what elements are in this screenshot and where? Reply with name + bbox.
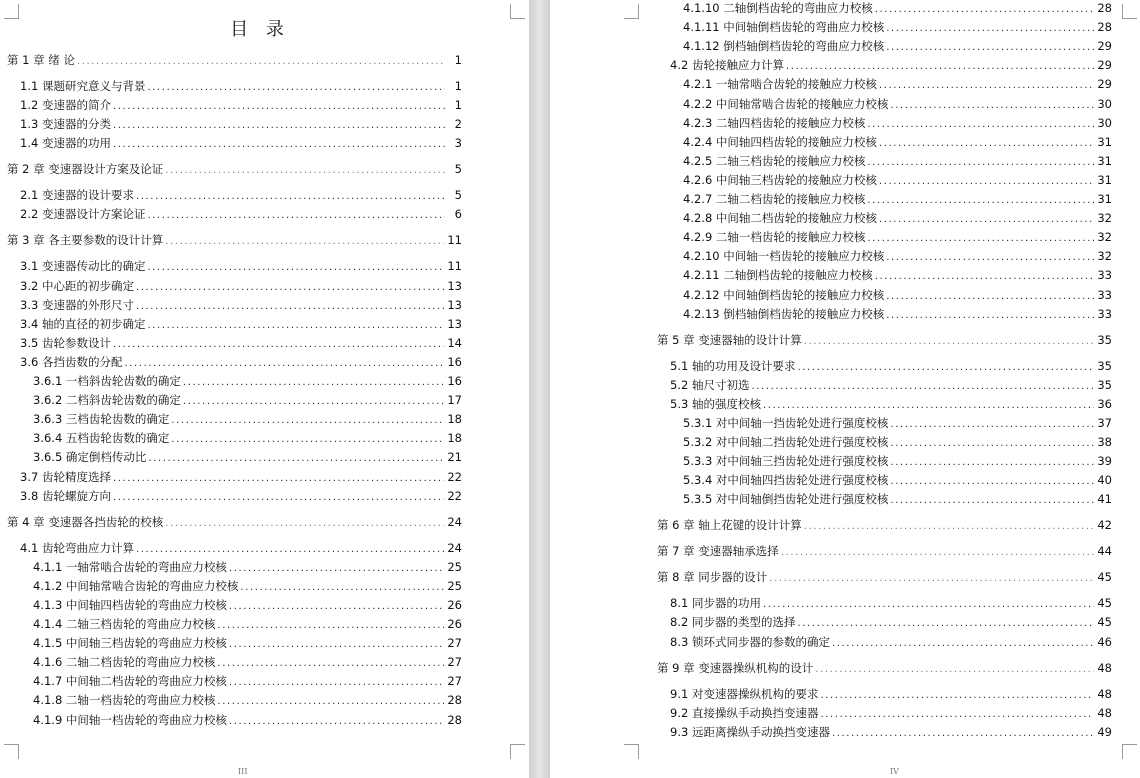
toc-dot-leader <box>229 675 444 691</box>
toc-entry-title: 4.1.4 二轴三档齿轮的弯曲应力校核 <box>33 617 216 631</box>
toc-entry[interactable] <box>33 712 462 730</box>
toc-entry-page: 30 <box>1097 97 1112 111</box>
toc-entry-page: 31 <box>1097 154 1112 168</box>
toc-entry-page: 27 <box>447 674 462 688</box>
toc-entry-title: 9.2 直接操纵手动换挡变速器 <box>670 706 819 720</box>
toc-entry-title: 3.6.3 三档齿轮齿数的确定 <box>33 412 170 426</box>
page-gutter <box>529 0 550 778</box>
toc-entry[interactable] <box>20 135 462 153</box>
toc-entry[interactable] <box>683 115 1112 133</box>
toc-entry-title: 5.3.5 对中间轴倒挡齿轮处进行强度校核 <box>683 492 889 506</box>
toc-entry-page: 14 <box>447 336 462 350</box>
toc-dot-leader <box>148 451 444 467</box>
toc-entry-page: 29 <box>1097 39 1112 53</box>
toc-dot-leader <box>113 118 445 134</box>
toc-dot-leader <box>165 516 444 532</box>
toc-entry-title: 1.1 课题研究意义与背景 <box>20 79 146 93</box>
toc-entry-title: 1.2 变速器的简介 <box>20 98 111 112</box>
toc-entry[interactable] <box>670 396 1112 414</box>
toc-entry-title: 4.2.3 二轴四档齿轮的接触应力校核 <box>683 116 866 130</box>
toc-dot-leader <box>229 599 444 615</box>
toc-entry[interactable] <box>33 449 462 467</box>
toc-entry-title: 4.1 齿轮弯曲应力计算 <box>20 541 134 555</box>
toc-chapter-entry[interactable] <box>7 514 462 532</box>
toc-dot-leader <box>786 59 1094 75</box>
toc-dot-leader <box>183 375 444 391</box>
toc-entry[interactable] <box>670 705 1112 723</box>
toc-entry-page: 48 <box>1097 661 1112 675</box>
toc-entry[interactable] <box>670 614 1112 632</box>
toc-dot-leader <box>886 250 1094 266</box>
toc-dot-leader <box>879 174 1094 190</box>
toc-entry[interactable] <box>683 491 1112 509</box>
toc-chapter-entry[interactable] <box>7 232 462 250</box>
document-page-left <box>0 0 529 778</box>
toc-entry-page: 25 <box>447 579 462 593</box>
toc-dot-leader <box>815 662 1094 678</box>
toc-entry-title: 4.1.8 二轴一档齿轮的弯曲应力校核 <box>33 693 216 707</box>
toc-entry[interactable] <box>20 258 462 276</box>
toc-entry-page: 6 <box>454 207 462 221</box>
toc-entry-page: 45 <box>1097 615 1112 629</box>
toc-entry-title: 4.2 齿轮接触应力计算 <box>670 58 784 72</box>
toc-chapter-entry[interactable] <box>7 161 462 179</box>
toc-entry-title: 8.3 锁环式同步器的参数的确定 <box>670 635 830 649</box>
toc-dot-leader <box>820 707 1094 723</box>
toc-entry-title: 5.2 轴尺寸初选 <box>670 378 750 392</box>
toc-entry-title: 3.6.2 二档斜齿轮齿数的确定 <box>33 393 181 407</box>
toc-entry-page: 32 <box>1097 230 1112 244</box>
toc-entry-page: 40 <box>1097 473 1112 487</box>
toc-entry-page: 5 <box>454 162 462 176</box>
toc-entry-title: 5.3.2 对中间轴二挡齿轮处进行强度校核 <box>683 435 889 449</box>
toc-dot-leader <box>890 455 1094 471</box>
toc-entry-page: 41 <box>1097 492 1112 506</box>
toc-dot-leader <box>136 542 444 558</box>
toc-entry[interactable] <box>20 97 462 115</box>
toc-dot-leader <box>820 688 1094 704</box>
toc-entry[interactable] <box>683 210 1112 228</box>
toc-entry-page: 5 <box>454 188 462 202</box>
toc-dot-leader <box>875 269 1095 285</box>
crop-mark <box>4 744 19 759</box>
toc-entry-title: 1.3 变速器的分类 <box>20 117 111 131</box>
toc-dot-leader <box>217 656 444 672</box>
toc-entry-page: 29 <box>1097 58 1112 72</box>
toc-entry-title: 4.1.12 倒档轴倒档齿轮的弯曲应力校核 <box>683 39 885 53</box>
document-page-right <box>550 0 1140 778</box>
toc-dot-leader <box>879 136 1094 152</box>
page-number: III <box>238 767 248 776</box>
toc-entry-title: 第 6 章 轴上花键的设计计算 <box>657 518 802 532</box>
toc-dot-leader <box>875 2 1095 18</box>
toc-entry[interactable] <box>683 415 1112 433</box>
toc-entry-title: 4.2.10 中间轴一档齿轮的接触应力校核 <box>683 249 885 263</box>
toc-dot-leader <box>804 334 1095 350</box>
toc-entry-page: 11 <box>447 233 462 247</box>
toc-dot-leader <box>781 545 1095 561</box>
toc-dot-leader <box>797 616 1094 632</box>
toc-chapter-entry[interactable] <box>7 52 462 70</box>
toc-entry-page: 3 <box>454 136 462 150</box>
toc-entry[interactable] <box>33 430 462 448</box>
toc-entry-page: 28 <box>447 713 462 727</box>
crop-mark <box>1122 744 1137 759</box>
toc-dot-leader <box>136 299 444 315</box>
toc-entry-page: 33 <box>1097 307 1112 321</box>
toc-entry-title: 5.3 轴的强度校核 <box>670 397 761 411</box>
toc-entry-page: 22 <box>447 489 462 503</box>
toc-entry-page: 30 <box>1097 116 1112 130</box>
toc-entry[interactable] <box>683 96 1112 114</box>
toc-entry[interactable] <box>683 172 1112 190</box>
toc-entry[interactable] <box>683 38 1112 56</box>
toc-entry-page: 35 <box>1097 359 1112 373</box>
toc-dot-leader <box>867 231 1094 247</box>
toc-entry[interactable] <box>683 153 1112 171</box>
toc-dot-leader <box>183 394 444 410</box>
toc-entry-page: 28 <box>447 693 462 707</box>
toc-entry-title: 4.2.12 中间轴倒档齿轮的接触应力校核 <box>683 288 885 302</box>
toc-title: 目 录 <box>230 19 290 40</box>
toc-dot-leader <box>890 436 1094 452</box>
toc-entry-page: 18 <box>447 431 462 445</box>
toc-entry-title: 5.3.3 对中间轴三挡齿轮处进行强度校核 <box>683 454 889 468</box>
toc-entry[interactable] <box>33 373 462 391</box>
toc-entry[interactable] <box>20 78 462 96</box>
toc-dot-leader <box>751 379 1094 395</box>
toc-entry-page: 31 <box>1097 192 1112 206</box>
toc-entry-page: 24 <box>447 541 462 555</box>
toc-entry-page: 31 <box>1097 135 1112 149</box>
toc-entry-page: 35 <box>1097 333 1112 347</box>
toc-entry[interactable] <box>33 692 462 710</box>
toc-dot-leader <box>886 40 1094 56</box>
toc-entry-page: 1 <box>454 53 462 67</box>
toc-entry-title: 4.1.7 中间轴二档齿轮的弯曲应力校核 <box>33 674 227 688</box>
toc-dot-leader <box>890 98 1094 114</box>
toc-entry-page: 27 <box>447 655 462 669</box>
toc-entry[interactable] <box>33 654 462 672</box>
toc-entry-page: 22 <box>447 470 462 484</box>
toc-entry-title: 2.2 变速器设计方案论证 <box>20 207 146 221</box>
toc-entry-title: 4.1.3 中间轴四档齿轮的弯曲应力校核 <box>33 598 227 612</box>
toc-dot-leader <box>165 234 444 250</box>
toc-dot-leader <box>171 413 444 429</box>
toc-entry-page: 26 <box>447 598 462 612</box>
toc-entry[interactable] <box>683 472 1112 490</box>
toc-entry-title: 9.1 对变速器操纵机构的要求 <box>670 687 819 701</box>
toc-entry-title: 4.2.6 中间轴三档齿轮的接触应力校核 <box>683 173 877 187</box>
toc-entry-title: 3.6.5 确定倒档传动比 <box>33 450 147 464</box>
toc-dot-leader <box>890 417 1094 433</box>
toc-entry-title: 3.6 各挡齿数的分配 <box>20 355 123 369</box>
toc-dot-leader <box>171 432 444 448</box>
toc-entry[interactable] <box>20 488 462 506</box>
toc-dot-leader <box>147 260 444 276</box>
toc-dot-leader <box>867 193 1094 209</box>
toc-entry[interactable] <box>683 191 1112 209</box>
toc-dot-leader <box>763 398 1094 414</box>
toc-entry-page: 29 <box>1097 77 1112 91</box>
toc-entry-title: 1.4 变速器的功用 <box>20 136 111 150</box>
toc-dot-leader <box>879 78 1094 94</box>
toc-entry-title: 5.3.4 对中间轴四挡齿轮处进行强度校核 <box>683 473 889 487</box>
toc-entry[interactable] <box>20 297 462 315</box>
toc-entry[interactable] <box>20 335 462 353</box>
toc-entry[interactable] <box>20 206 462 224</box>
toc-entry-title: 4.1.5 中间轴三档齿轮的弯曲应力校核 <box>33 636 227 650</box>
toc-entry-page: 31 <box>1097 173 1112 187</box>
toc-entry[interactable] <box>670 686 1112 704</box>
toc-dot-leader <box>113 471 444 487</box>
toc-entry-title: 4.2.9 二轴一档齿轮的接触应力校核 <box>683 230 866 244</box>
crop-mark <box>624 4 639 19</box>
toc-entry[interactable] <box>20 316 462 334</box>
toc-entry-title: 第 5 章 变速器轴的设计计算 <box>657 333 802 347</box>
toc-chapter-entry[interactable] <box>657 569 1112 587</box>
toc-dot-leader <box>769 571 1094 587</box>
toc-entry-title: 3.6.1 一档斜齿轮齿数的确定 <box>33 374 181 388</box>
toc-entry-page: 46 <box>1097 635 1112 649</box>
toc-entry-page: 17 <box>447 393 462 407</box>
toc-chapter-entry[interactable] <box>657 660 1112 678</box>
toc-entry[interactable] <box>670 595 1112 613</box>
toc-entry-title: 3.5 齿轮参数设计 <box>20 336 111 350</box>
toc-entry-page: 25 <box>447 560 462 574</box>
toc-entry-page: 49 <box>1097 725 1112 739</box>
toc-dot-leader <box>113 490 444 506</box>
toc-dot-leader <box>147 208 445 224</box>
toc-dot-leader <box>113 137 445 153</box>
toc-entry-page: 13 <box>447 317 462 331</box>
toc-entry-page: 32 <box>1097 249 1112 263</box>
toc-entry-title: 3.8 齿轮螺旋方向 <box>20 489 111 503</box>
toc-entry-title: 3.2 中心距的初步确定 <box>20 279 134 293</box>
crop-mark <box>510 744 525 759</box>
toc-entry-title: 4.1.2 中间轴常啮合齿轮的弯曲应力校核 <box>33 579 239 593</box>
toc-entry-page: 36 <box>1097 397 1112 411</box>
toc-chapter-entry[interactable] <box>657 543 1112 561</box>
toc-entry-title: 4.1.6 二轴二档齿轮的弯曲应力校核 <box>33 655 216 669</box>
crop-mark <box>1122 4 1137 19</box>
page-number: IV <box>890 767 899 776</box>
toc-entry-title: 第 7 章 变速器轴承选择 <box>657 544 779 558</box>
toc-entry[interactable] <box>20 278 462 296</box>
toc-dot-leader <box>147 80 445 96</box>
toc-dot-leader <box>217 618 444 634</box>
toc-entry[interactable] <box>683 76 1112 94</box>
toc-entry-page: 1 <box>454 79 462 93</box>
toc-dot-leader <box>113 337 444 353</box>
toc-entry-title: 4.2.4 中间轴四档齿轮的接触应力校核 <box>683 135 877 149</box>
toc-entry-title: 4.1.9 中间轴一档齿轮的弯曲应力校核 <box>33 713 227 727</box>
toc-entry[interactable] <box>33 578 462 596</box>
toc-entry[interactable] <box>33 616 462 634</box>
toc-entry-page: 16 <box>447 355 462 369</box>
toc-entry[interactable] <box>683 0 1112 18</box>
toc-dot-leader <box>229 561 444 577</box>
toc-entry-page: 42 <box>1097 518 1112 532</box>
toc-entry-page: 16 <box>447 374 462 388</box>
toc-dot-leader <box>890 474 1094 490</box>
toc-dot-leader <box>867 155 1094 171</box>
toc-dot-leader <box>229 637 444 653</box>
toc-entry-title: 8.2 同步器的类型的选择 <box>670 615 796 629</box>
toc-entry[interactable] <box>33 635 462 653</box>
crop-mark <box>624 744 639 759</box>
toc-entry-page: 28 <box>1097 20 1112 34</box>
toc-entry[interactable] <box>670 377 1112 395</box>
toc-entry-title: 4.2.5 二轴三档齿轮的接触应力校核 <box>683 154 866 168</box>
toc-entry[interactable] <box>683 229 1112 247</box>
toc-dot-leader <box>136 280 444 296</box>
toc-entry[interactable] <box>33 392 462 410</box>
toc-entry-title: 4.1.11 中间轴倒档齿轮的弯曲应力校核 <box>683 20 885 34</box>
toc-entry-title: 4.1.10 二轴倒档齿轮的弯曲应力校核 <box>683 1 873 15</box>
toc-entry[interactable] <box>20 540 462 558</box>
toc-entry-title: 8.1 同步器的功用 <box>670 596 761 610</box>
toc-entry-page: 21 <box>447 450 462 464</box>
toc-entry[interactable] <box>683 306 1112 324</box>
toc-dot-leader <box>832 726 1094 742</box>
toc-entry[interactable] <box>670 634 1112 652</box>
toc-dot-leader <box>763 597 1094 613</box>
toc-entry[interactable] <box>33 597 462 615</box>
toc-entry[interactable] <box>20 116 462 134</box>
toc-entry-page: 18 <box>447 412 462 426</box>
toc-entry-title: 4.2.7 二轴二档齿轮的接触应力校核 <box>683 192 866 206</box>
toc-entry-page: 39 <box>1097 454 1112 468</box>
toc-dot-leader <box>113 99 445 115</box>
toc-dot-leader <box>879 212 1094 228</box>
toc-entry-title: 3.1 变速器传动比的确定 <box>20 259 146 273</box>
toc-dot-leader <box>147 318 444 334</box>
toc-entry-page: 44 <box>1097 544 1112 558</box>
toc-entry[interactable] <box>33 673 462 691</box>
toc-entry[interactable] <box>683 434 1112 452</box>
toc-entry[interactable] <box>20 187 462 205</box>
toc-entry-page: 13 <box>447 298 462 312</box>
toc-entry-page: 38 <box>1097 435 1112 449</box>
toc-entry-page: 45 <box>1097 570 1112 584</box>
toc-dot-leader <box>886 308 1094 324</box>
toc-dot-leader <box>797 360 1094 376</box>
toc-entry[interactable] <box>683 453 1112 471</box>
toc-entry-page: 35 <box>1097 378 1112 392</box>
toc-dot-leader <box>886 21 1094 37</box>
toc-entry[interactable] <box>670 57 1112 75</box>
toc-dot-leader <box>217 694 444 710</box>
toc-entry-title: 第 4 章 变速器各挡齿轮的校核 <box>7 515 164 529</box>
toc-dot-leader <box>240 580 444 596</box>
toc-entry-page: 28 <box>1097 1 1112 15</box>
toc-entry-page: 48 <box>1097 687 1112 701</box>
toc-entry-title: 第 3 章 各主要参数的设计计算 <box>7 233 164 247</box>
toc-entry-page: 33 <box>1097 268 1112 282</box>
toc-entry-title: 4.1.1 一轴常啮合齿轮的弯曲应力校核 <box>33 560 227 574</box>
toc-entry-title: 3.4 轴的直径的初步确定 <box>20 317 146 331</box>
toc-dot-leader <box>124 356 444 372</box>
toc-dot-leader <box>804 519 1095 535</box>
toc-entry-page: 48 <box>1097 706 1112 720</box>
toc-entry-page: 11 <box>447 259 462 273</box>
toc-entry[interactable] <box>670 724 1112 742</box>
toc-entry-page: 37 <box>1097 416 1112 430</box>
toc-dot-leader <box>77 54 445 70</box>
toc-entry[interactable] <box>683 134 1112 152</box>
toc-entry-page: 27 <box>447 636 462 650</box>
toc-entry[interactable] <box>20 469 462 487</box>
toc-entry[interactable] <box>683 248 1112 266</box>
toc-entry-title: 5.3.1 对中间轴一挡齿轮处进行强度校核 <box>683 416 889 430</box>
toc-chapter-entry[interactable] <box>657 517 1112 535</box>
toc-entry-title: 3.3 变速器的外形尺寸 <box>20 298 134 312</box>
toc-entry[interactable] <box>33 411 462 429</box>
toc-entry-title: 2.1 变速器的设计要求 <box>20 188 134 202</box>
toc-entry-title: 3.7 齿轮精度选择 <box>20 470 111 484</box>
toc-dot-leader <box>867 117 1094 133</box>
toc-entry-title: 3.6.4 五档齿轮齿数的确定 <box>33 431 170 445</box>
toc-entry-page: 32 <box>1097 211 1112 225</box>
toc-chapter-entry[interactable] <box>657 332 1112 350</box>
toc-dot-leader <box>886 289 1094 305</box>
toc-entry-page: 13 <box>447 279 462 293</box>
toc-entry-title: 4.2.13 倒档轴倒档齿轮的接触应力校核 <box>683 307 885 321</box>
toc-entry-title: 4.2.2 中间轴常啮合齿轮的接触应力校核 <box>683 97 889 111</box>
toc-entry-title: 9.3 远距离操纵手动换挡变速器 <box>670 725 830 739</box>
toc-entry-page: 24 <box>447 515 462 529</box>
toc-dot-leader <box>832 636 1094 652</box>
toc-entry[interactable] <box>683 19 1112 37</box>
toc-entry-page: 1 <box>454 98 462 112</box>
toc-entry-title: 4.2.1 一轴常啮合齿轮的接触应力校核 <box>683 77 877 91</box>
toc-dot-leader <box>890 493 1094 509</box>
toc-entry-page: 33 <box>1097 288 1112 302</box>
toc-entry-title: 4.2.8 中间轴二档齿轮的接触应力校核 <box>683 211 877 225</box>
toc-entry-title: 5.1 轴的功用及设计要求 <box>670 359 796 373</box>
toc-entry-title: 第 1 章 绪 论 <box>7 53 75 67</box>
toc-entry-title: 4.2.11 二轴倒档齿轮的接触应力校核 <box>683 268 873 282</box>
toc-entry[interactable] <box>20 354 462 372</box>
toc-entry-page: 26 <box>447 617 462 631</box>
toc-entry[interactable] <box>683 287 1112 305</box>
toc-entry-page: 2 <box>454 117 462 131</box>
toc-dot-leader <box>136 189 445 205</box>
toc-entry-title: 第 9 章 变速器操纵机构的设计 <box>657 661 814 675</box>
toc-entry-page: 45 <box>1097 596 1112 610</box>
toc-dot-leader <box>165 163 445 179</box>
toc-dot-leader <box>229 714 444 730</box>
toc-entry[interactable] <box>670 358 1112 376</box>
toc-entry-title: 第 2 章 变速器设计方案及论证 <box>7 162 164 176</box>
toc-entry[interactable] <box>33 559 462 577</box>
toc-entry-title: 第 8 章 同步器的设计 <box>657 570 768 584</box>
toc-entry[interactable] <box>683 267 1112 285</box>
